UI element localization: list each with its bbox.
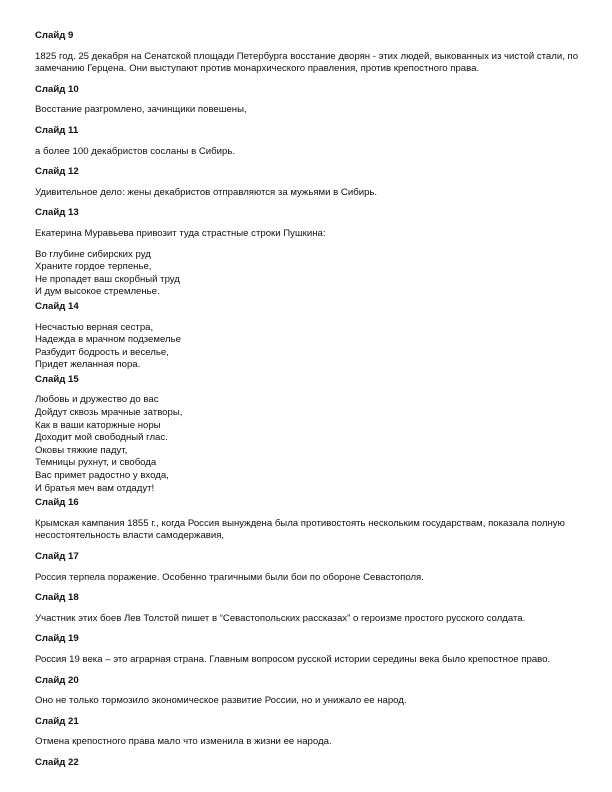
poem-line: Любовь и дружество до вас <box>35 394 159 406</box>
slide-section <box>35 675 580 708</box>
slide-section <box>35 757 580 770</box>
slide-heading: Слайд 12 <box>35 166 79 178</box>
slide-paragraph: Участник этих боев Лев Толстой пишет в “Севастопольских рассказах” о героизме простого русского солдата. <box>35 612 526 624</box>
poem-line: Не пропадет ваш скорбный труд <box>35 273 180 285</box>
slide-heading: Слайд 17 <box>35 551 79 562</box>
slide-section <box>35 551 580 584</box>
slide-heading: Слайд 22 <box>35 756 79 768</box>
slide-section <box>35 374 580 495</box>
poem-line: Вас примет радостно у входа, <box>35 470 169 482</box>
poem-line: Во глубине сибирских руд <box>35 248 151 260</box>
poem-line: Темницы рухнут, и свобода <box>35 457 157 469</box>
poem-line: Как в ваши каторжные норы <box>35 419 161 431</box>
slide-section <box>35 125 580 158</box>
slide-section <box>35 592 580 625</box>
poem-stanza <box>35 322 580 372</box>
slide-heading: Слайд 15 <box>35 373 79 385</box>
poem-line: Храните гордое терпенье, <box>35 261 152 273</box>
slide-paragraph: Екатерина Муравьева привозит туда страстные строки Пушкина: <box>35 227 326 239</box>
slide-paragraph: Россия терпела поражение. Особенно трагичными были бои по обороне Севастополя. <box>35 571 424 583</box>
slide-heading: Слайд 9 <box>35 30 74 41</box>
slide-paragraph: Крымская кампания 1855 г., когда Россия вынуждена была противостоять нескольким государствам, показала полную несостоятельность власти самодержавия, <box>35 517 565 542</box>
slide-section <box>35 633 580 666</box>
slide-paragraph: а более 100 декабристов сосланы в Сибирь. <box>35 145 236 157</box>
poem-line: Несчастью верная сестра, <box>35 321 154 333</box>
document-page <box>35 30 580 778</box>
poem-stanza <box>35 249 580 299</box>
slide-paragraph: Россия 19 века – это аграрная страна. Главным вопросом русской истории середины века было крепостное право. <box>35 653 551 665</box>
slide-heading: Слайд 21 <box>35 715 79 727</box>
poem-line: Придет желанная пора. <box>35 359 141 371</box>
slide-heading: Слайд 10 <box>35 83 79 95</box>
slide-paragraph: 1825 год. 25 декабря на Сенатской площади Петербурга восстание дворян - этих людей, выкованных из чистой стали, по замечанию Герцена. Они выступают против монархического правления, против крепостного права. <box>35 50 579 75</box>
poem-line: Надежда в мрачном подземелье <box>35 334 181 346</box>
slide-section <box>35 207 580 299</box>
slide-heading: Слайд 14 <box>35 300 79 312</box>
slide-heading: Слайд 16 <box>35 497 79 509</box>
poem-line: Разбудит бодрость и веселье, <box>35 346 169 358</box>
poem-line: Оковы тяжкие падут, <box>35 444 128 456</box>
slide-paragraph: Восстание разгромлено, зачинщики повешены, <box>35 104 247 116</box>
slide-section <box>35 84 580 117</box>
slide-heading: Слайд 19 <box>35 633 79 645</box>
slide-section <box>35 301 580 372</box>
slide-paragraph: Оно не только тормозило экономическое развитие России, но и унижало ее народ. <box>35 695 407 707</box>
slide-paragraph: Отмена крепостного права мало что изменила в жизни ее народа. <box>35 736 332 748</box>
poem-line: И дум высокое стремленье. <box>35 286 160 298</box>
slide-heading: Слайд 20 <box>35 674 79 686</box>
slide-section <box>35 716 580 749</box>
poem-line: Дойдут сквозь мрачные затворы, <box>35 407 183 419</box>
slide-section <box>35 497 580 543</box>
poem-line: И братья меч вам отдадут! <box>35 482 155 494</box>
slide-heading: Слайд 13 <box>35 207 79 219</box>
slide-heading: Слайд 18 <box>35 592 79 604</box>
slide-section <box>35 30 580 76</box>
poem-line: Доходит мой свободный глас. <box>35 432 168 444</box>
poem-stanza <box>35 394 580 495</box>
slide-heading: Слайд 11 <box>35 124 79 136</box>
slide-section <box>35 166 580 199</box>
slide-paragraph: Удивительное дело: жены декабристов отправляются за мужьями в Сибирь. <box>35 186 378 198</box>
